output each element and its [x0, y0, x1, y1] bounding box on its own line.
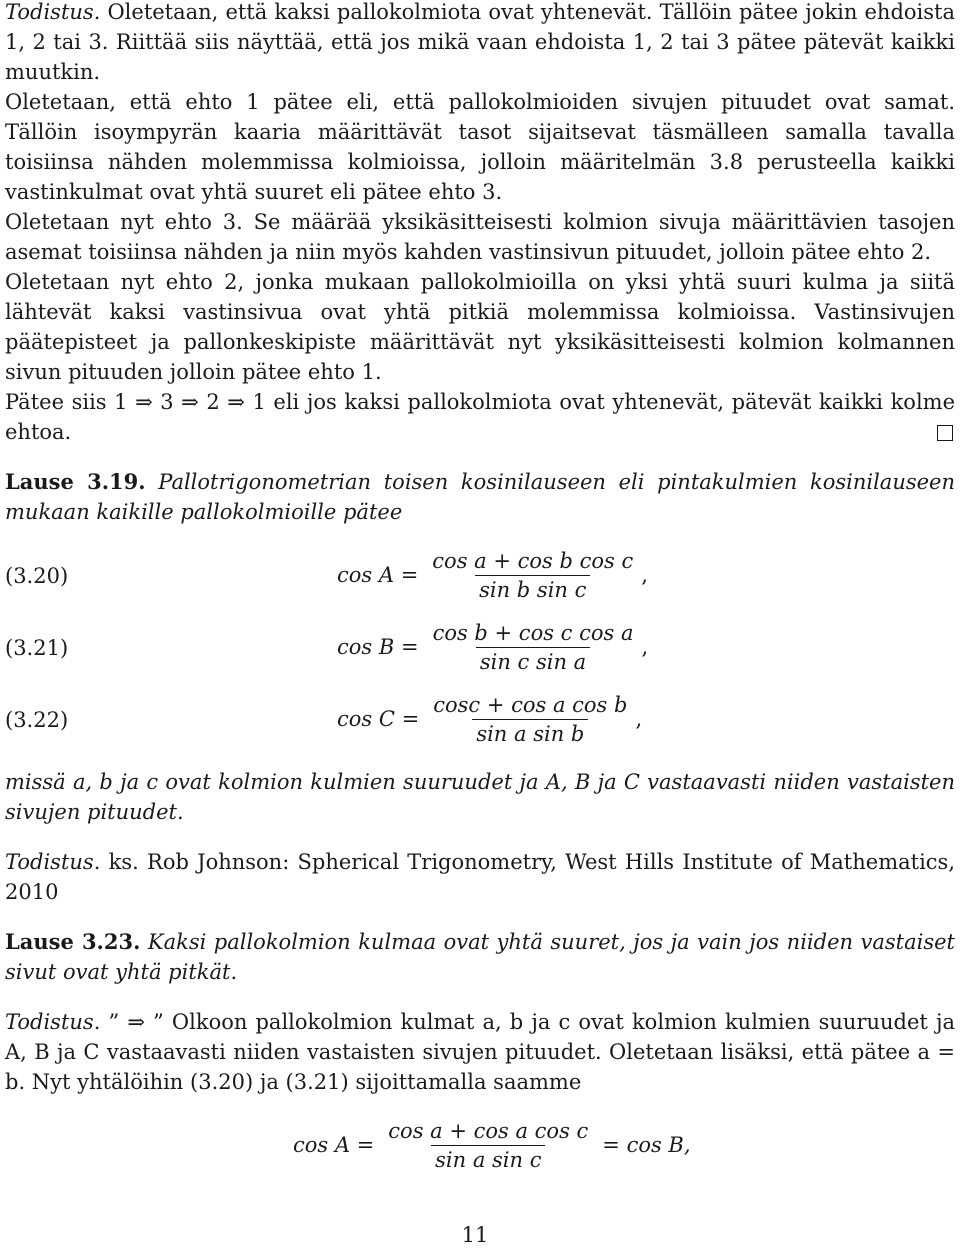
equation-row	[5, 539, 955, 611]
display-equation	[5, 1109, 955, 1185]
fraction	[384, 1117, 592, 1174]
proof-paragraph-5: Pätee siis 1 ⇒ 3 ⇒ 2 ⇒ 1 eli jos kaksi pallokolmiota ovat yhtenevät, pätevät kaikki kolme ehtoa.	[5, 390, 955, 444]
fraction	[428, 547, 637, 604]
proof-paragraph-3: Oletetaan nyt ehto 3. Se määrää yksikäsitteisesti kolmion sivuja määrittävien tasojen asemat toisiinsa nähden ja niin myös kahden vastinsivun pituudet, jolloin pätee ehto 2.	[5, 210, 955, 264]
qed-square-icon	[937, 425, 953, 441]
theorem-text: Kaksi pallokolmion kulmaa ovat yhtä suuret, jos ja vain jos niiden vastaiset sivut ovat yhtä pitkät.	[5, 930, 955, 984]
equation-number: (3.22)	[5, 708, 69, 732]
fraction	[429, 619, 638, 676]
theorem-3-19	[5, 467, 955, 527]
proof-paragraph-4: Oletetaan nyt ehto 2, jonka mukaan pallokolmioilla on yksi yhtä suuri kulma ja siitä lähtevät kaksi vastinsivua ovat yhtä pitkiä molemmissa kolmioissa. Vastinsivujen päätepisteet ja pallonkeskipiste määrittävät nyt yksikäsitteisesti kolmion kolmannen sivun pituuden jolloin pätee ehto 1.	[5, 270, 955, 384]
equation-block	[5, 539, 955, 755]
equation-lhs: cos A =	[337, 563, 419, 587]
equation-lhs: cos B =	[337, 635, 419, 659]
fraction-denominator: sin a sin c	[431, 1145, 545, 1174]
proof-paragraph-6	[5, 1007, 955, 1097]
proof-reference-text: ks. Rob Johnson: Spherical Trigonometry, West Hills Institute of Mathematics, 2010	[5, 850, 955, 904]
equation-number: (3.21)	[5, 636, 69, 660]
equation-lhs: cos A =	[293, 1133, 375, 1157]
equation-rhs: = cos B,	[602, 1133, 691, 1157]
proof-paragraph-2: Oletetaan, että ehto 1 pätee eli, että pallokolmioiden sivujen pituudet ovat samat. Tällöin isoympyrän kaaria määrittävät tasot sijaitsevat täsmälleen samalla tavalla toisiinsa nähden molemmissa kolmioissa, jolloin määritelmän 3.8 perusteella kaikki vastinkulmat ovat yhtä suuret eli pätee ehto 3.	[5, 90, 955, 204]
proof-label: Todistus.	[5, 850, 101, 874]
fraction-denominator: sin a sin b	[472, 719, 588, 748]
equation-comma: ,	[641, 635, 649, 659]
equation-row	[5, 611, 955, 683]
fraction-denominator: sin c sin a	[476, 647, 590, 676]
fraction-numerator: cos b + cos c cos a	[432, 620, 634, 645]
theorem-label: Lause 3.19.	[5, 469, 146, 494]
equation-comma: ,	[641, 563, 648, 587]
proof-label: Todistus.	[5, 0, 101, 24]
theorem-3-19-after	[5, 767, 955, 827]
equation-lhs: cos C =	[337, 707, 420, 731]
equation-row	[5, 683, 955, 755]
fraction-numerator: cos a + cos b cos c	[432, 548, 634, 573]
proof-conclusion-row	[5, 387, 955, 447]
page	[5, 0, 955, 1185]
proof-paragraph-1	[5, 0, 955, 87]
theorem-label: Lause 3.23.	[5, 929, 141, 954]
page-number: 11	[461, 1223, 489, 1247]
fraction	[429, 691, 631, 748]
proof-label: Todistus.	[5, 1010, 101, 1034]
fraction-denominator: sin b sin c	[475, 575, 590, 604]
equation-number: (3.20)	[5, 564, 69, 588]
fraction-numerator: cosc + cos a cos b	[433, 692, 628, 717]
theorem-3-23	[5, 927, 955, 987]
proof-reference	[5, 847, 955, 907]
theorem-after-text: missä a, b ja c ovat kolmion kulmien suuruudet ja A, B ja C vastaavasti niiden vastaisten sivujen pituudet.	[5, 770, 955, 824]
proof-text: Oletetaan, että kaksi pallokolmiota ovat yhtenevät. Tällöin pätee jokin ehdoista 1, 2 tai 3. Riittää siis näyttää, että jos mikä vaan ehdoista 1, 2 tai 3 pätee pätevät kaikki muutkin.	[5, 0, 955, 84]
proof-text: ” ⇒ ” Olkoon pallokolmion kulmat a, b ja c ovat kolmion kulmien suuruudet ja A, B ja C vastaavasti niiden vastaisten sivujen pituudet. Oletetaan lisäksi, että pätee a = b. Nyt yhtälöihin (3.20) ja (3.21) sijoittamalla saamme	[5, 1010, 955, 1094]
fraction-numerator: cos a + cos a cos c	[388, 1118, 589, 1143]
equation-comma: ,	[635, 707, 643, 731]
theorem-text: Pallotrigonometrian toisen kosinilauseen eli pintakulmien kosinilauseen mukaan kaikille pallokolmioille pätee	[5, 470, 956, 524]
